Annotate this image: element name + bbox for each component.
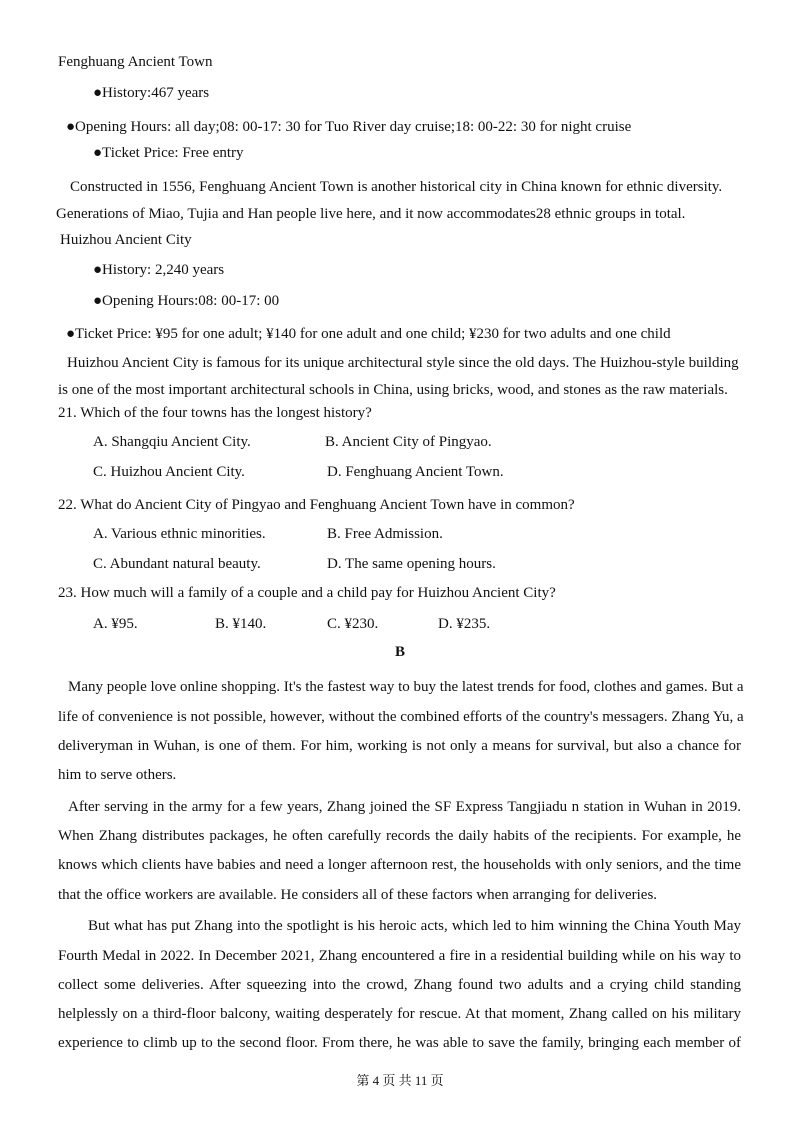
huizhou-ticket-price: ●Ticket Price: ¥95 for one adult; ¥140 for one adult and one child; ¥230 for two adults and one child — [66, 326, 671, 342]
question-21-option-b: B. Ancient City of Pingyao. — [325, 434, 492, 450]
para1-line-2: life of convenience is not possible, however, without the combined efforts of the country's messagers. Zhang Yu, a — [58, 709, 744, 725]
huizhou-desc-line-1: Huizhou Ancient City is famous for its unique architectural style since the old days. The Huizhou-style building — [67, 355, 739, 371]
huizhou-history: ●History: 2,240 years — [93, 262, 225, 278]
para2-line-3: knows which clients have babies and need a longer afternoon rest, the households with only seniors, and the time — [58, 857, 741, 873]
huizhou-desc-line-2: is one of the most important architectural schools in China, using bricks, wood, and stones as the raw materials. — [58, 382, 728, 398]
para2-line-2: When Zhang distributes packages, he often carefully records the daily habits of the recipients. For example, he — [58, 828, 741, 844]
question-22-stem: 22. What do Ancient City of Pingyao and Fenghuang Ancient Town have in common? — [58, 497, 575, 513]
question-22-option-c: C. Abundant natural beauty. — [93, 556, 261, 572]
para3-line-2: Fourth Medal in 2022. In December 2021, Zhang encountered a fire in a residential building while on his way to — [58, 948, 741, 964]
question-22-option-d: D. The same opening hours. — [327, 556, 496, 572]
page-footer: 第 4 页 共 11 页 — [356, 1073, 444, 1088]
question-23-option-d: D. ¥235. — [438, 616, 491, 632]
section-b-heading: B — [394, 644, 405, 660]
fenghuang-opening-hours: ●Opening Hours: all day;08: 00-17: 30 for Tuo River day cruise;18: 00-22: 30 for night cruise — [66, 119, 632, 135]
question-23-option-a: A. ¥95. — [93, 616, 138, 632]
para1-line-3: deliveryman in Wuhan, is one of them. For him, working is not only a means for survival, but also a chance for — [58, 738, 741, 754]
para2-line-1: After serving in the army for a few years, Zhang joined the SF Express Tangjiadu n station in Wuhan in 2019. — [68, 799, 741, 815]
para1-line-1: Many people love online shopping. It's the fastest way to buy the latest trends for food, clothes and games. But a — [68, 679, 744, 695]
question-23-option-b: B. ¥140. — [215, 616, 267, 632]
question-21-stem: 21. Which of the four towns has the longest history? — [58, 405, 372, 421]
question-23-stem: 23. How much will a family of a couple and a child pay for Huizhou Ancient City? — [58, 585, 556, 601]
fenghuang-desc-line-1: Constructed in 1556, Fenghuang Ancient Town is another historical city in China known for ethnic diversity. — [70, 179, 723, 195]
question-21-option-a: A. Shangqiu Ancient City. — [93, 434, 251, 450]
question-22-option-a: A. Various ethnic minorities. — [93, 526, 266, 542]
town-name-huizhou: Huizhou Ancient City — [60, 232, 192, 248]
question-21-option-d: D. Fenghuang Ancient Town. — [327, 464, 504, 480]
para3-line-3: collect some deliveries. After squeezing into the crowd, Zhang found two adults and a crying child standing — [58, 977, 741, 993]
para3-line-4: helplessly on a third-floor balcony, waiting desperately for rescue. At that moment, Zhang called on his military — [58, 1006, 741, 1022]
question-21-option-c: C. Huizhou Ancient City. — [93, 464, 245, 480]
town-name-fenghuang: Fenghuang Ancient Town — [58, 54, 213, 70]
para3-line-5: experience to climb up to the second floor. From there, he was able to save the family, bringing each member of — [58, 1035, 741, 1051]
fenghuang-desc-line-2: Generations of Miao, Tujia and Han people live here, and it now accommodates28 ethnic groups in total. — [56, 206, 686, 222]
question-22-option-b: B. Free Admission. — [327, 526, 443, 542]
para1-line-4: him to serve others. — [58, 767, 177, 783]
question-23-option-c: C. ¥230. — [327, 616, 379, 632]
para2-line-4: that the office workers are available. He considers all of these factors when arranging for deliveries. — [58, 887, 658, 903]
para3-line-1: But what has put Zhang into the spotlight is his heroic acts, which led to him winning the China Youth May — [88, 918, 741, 934]
huizhou-opening-hours: ●Opening Hours:08: 00-17: 00 — [93, 293, 280, 309]
fenghuang-ticket-price: ●Ticket Price: Free entry — [93, 145, 244, 161]
fenghuang-history: ●History:467 years — [93, 85, 210, 101]
